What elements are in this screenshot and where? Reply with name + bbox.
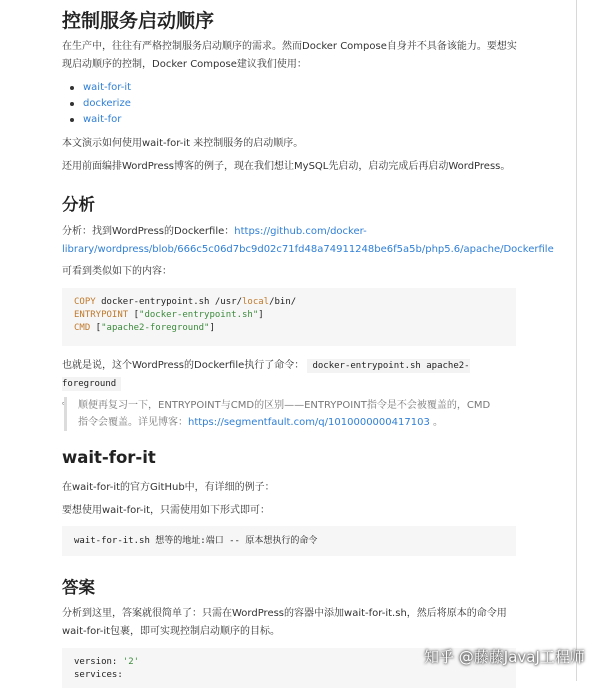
page-title: 控制服务启动顺序 — [62, 10, 215, 32]
segmentfault-link[interactable]: https://segmentfault.com/q/1010000000417103 — [188, 417, 430, 428]
tool-list — [62, 80, 131, 128]
similar-paragraph: 可看到类似如下的内容： — [62, 266, 172, 277]
dockerfile-code-block — [62, 288, 516, 346]
page-edge-rule — [576, 0, 577, 681]
intro-paragraph: 在生产中，往往有严格控制服务启动顺序的需求。然而Docker Compose自身并不具备该能力。要想实现启动顺序的控制，Docker Compose建议我们使用： — [62, 41, 517, 70]
usage-code-block — [62, 526, 516, 556]
analysis-paragraph — [62, 223, 554, 259]
inline-command: docker-entrypoint.sh apache2-foreground — [62, 361, 470, 389]
example-paragraph: 还用前面编排WordPress博客的例子，现在我们想让MySQL先启动，启动完成后再启动WordPress。 — [62, 161, 511, 172]
quote-line-1: 顺便再复习一下，ENTRYPOINT与CMD的区别——ENTRYPOINT指令是不会被覆盖的，CMD — [78, 400, 491, 411]
zhihu-watermark: 知乎 @藤藤JavaJ工程师 — [424, 648, 585, 666]
code-line: services: — [74, 670, 123, 680]
list-item[interactable] — [62, 112, 131, 128]
tool-link-wait-for[interactable]: wait-for — [83, 114, 122, 125]
meaning-prefix: 也就是说，这个WordPress的Dockerfile执行了命令： — [62, 360, 305, 371]
analysis-heading: 分析 — [62, 195, 95, 214]
analysis-prefix: 分析：找到WordPress的Dockerfile： — [62, 226, 235, 237]
tool-link-dockerize[interactable]: dockerize — [83, 98, 131, 109]
code-line: wait-for-it.sh 想等的地址:端口 -- 原本想执行的命令 — [74, 536, 318, 546]
code-line: ENTRYPOINT ["docker-entrypoint.sh"] — [74, 310, 264, 320]
meaning-end: 。 — [62, 396, 72, 407]
list-item[interactable] — [62, 96, 131, 112]
blockquote — [64, 397, 530, 431]
list-item[interactable] — [62, 80, 131, 96]
code-line: CMD ["apache2-foreground"] — [74, 323, 215, 333]
dockerfile-link-part2[interactable]: library/wordpress/blob/666c5c06d7bc9d02c71fd48a74911248be6f5a5b/php5.6/apache/Dockerfile — [62, 244, 554, 255]
wait-for-it-heading: wait-for-it — [62, 448, 156, 467]
wait-for-it-paragraph-2: 要想使用wait-for-it，只需使用如下形式即可： — [62, 505, 271, 516]
dockerfile-link-part1[interactable]: https://github.com/docker- — [234, 226, 367, 237]
demo-paragraph: 本文演示如何使用wait-for-it 来控制服务的启动顺序。 — [62, 138, 304, 149]
quote-line-2: 指令会覆盖。详见博客：https://segmentfault.com/q/1010000000417103 。 — [78, 417, 443, 428]
code-line: version: '2' — [74, 657, 140, 667]
code-line: COPY docker-entrypoint.sh /usr/local/bin/ — [74, 297, 297, 307]
wait-for-it-paragraph-1: 在wait-for-it的官方GitHub中，有详细的例子： — [62, 482, 275, 493]
answer-paragraph: 分析到这里，答案就很简单了：只需在WordPress的容器中添加wait-for-it.sh，然后将原本的命令用 wait-for-it包裹，即可实现控制启动顺序的目标。 — [62, 608, 507, 637]
answer-heading: 答案 — [62, 578, 95, 597]
tool-link-wait-for-it[interactable]: wait-for-it — [83, 82, 132, 93]
